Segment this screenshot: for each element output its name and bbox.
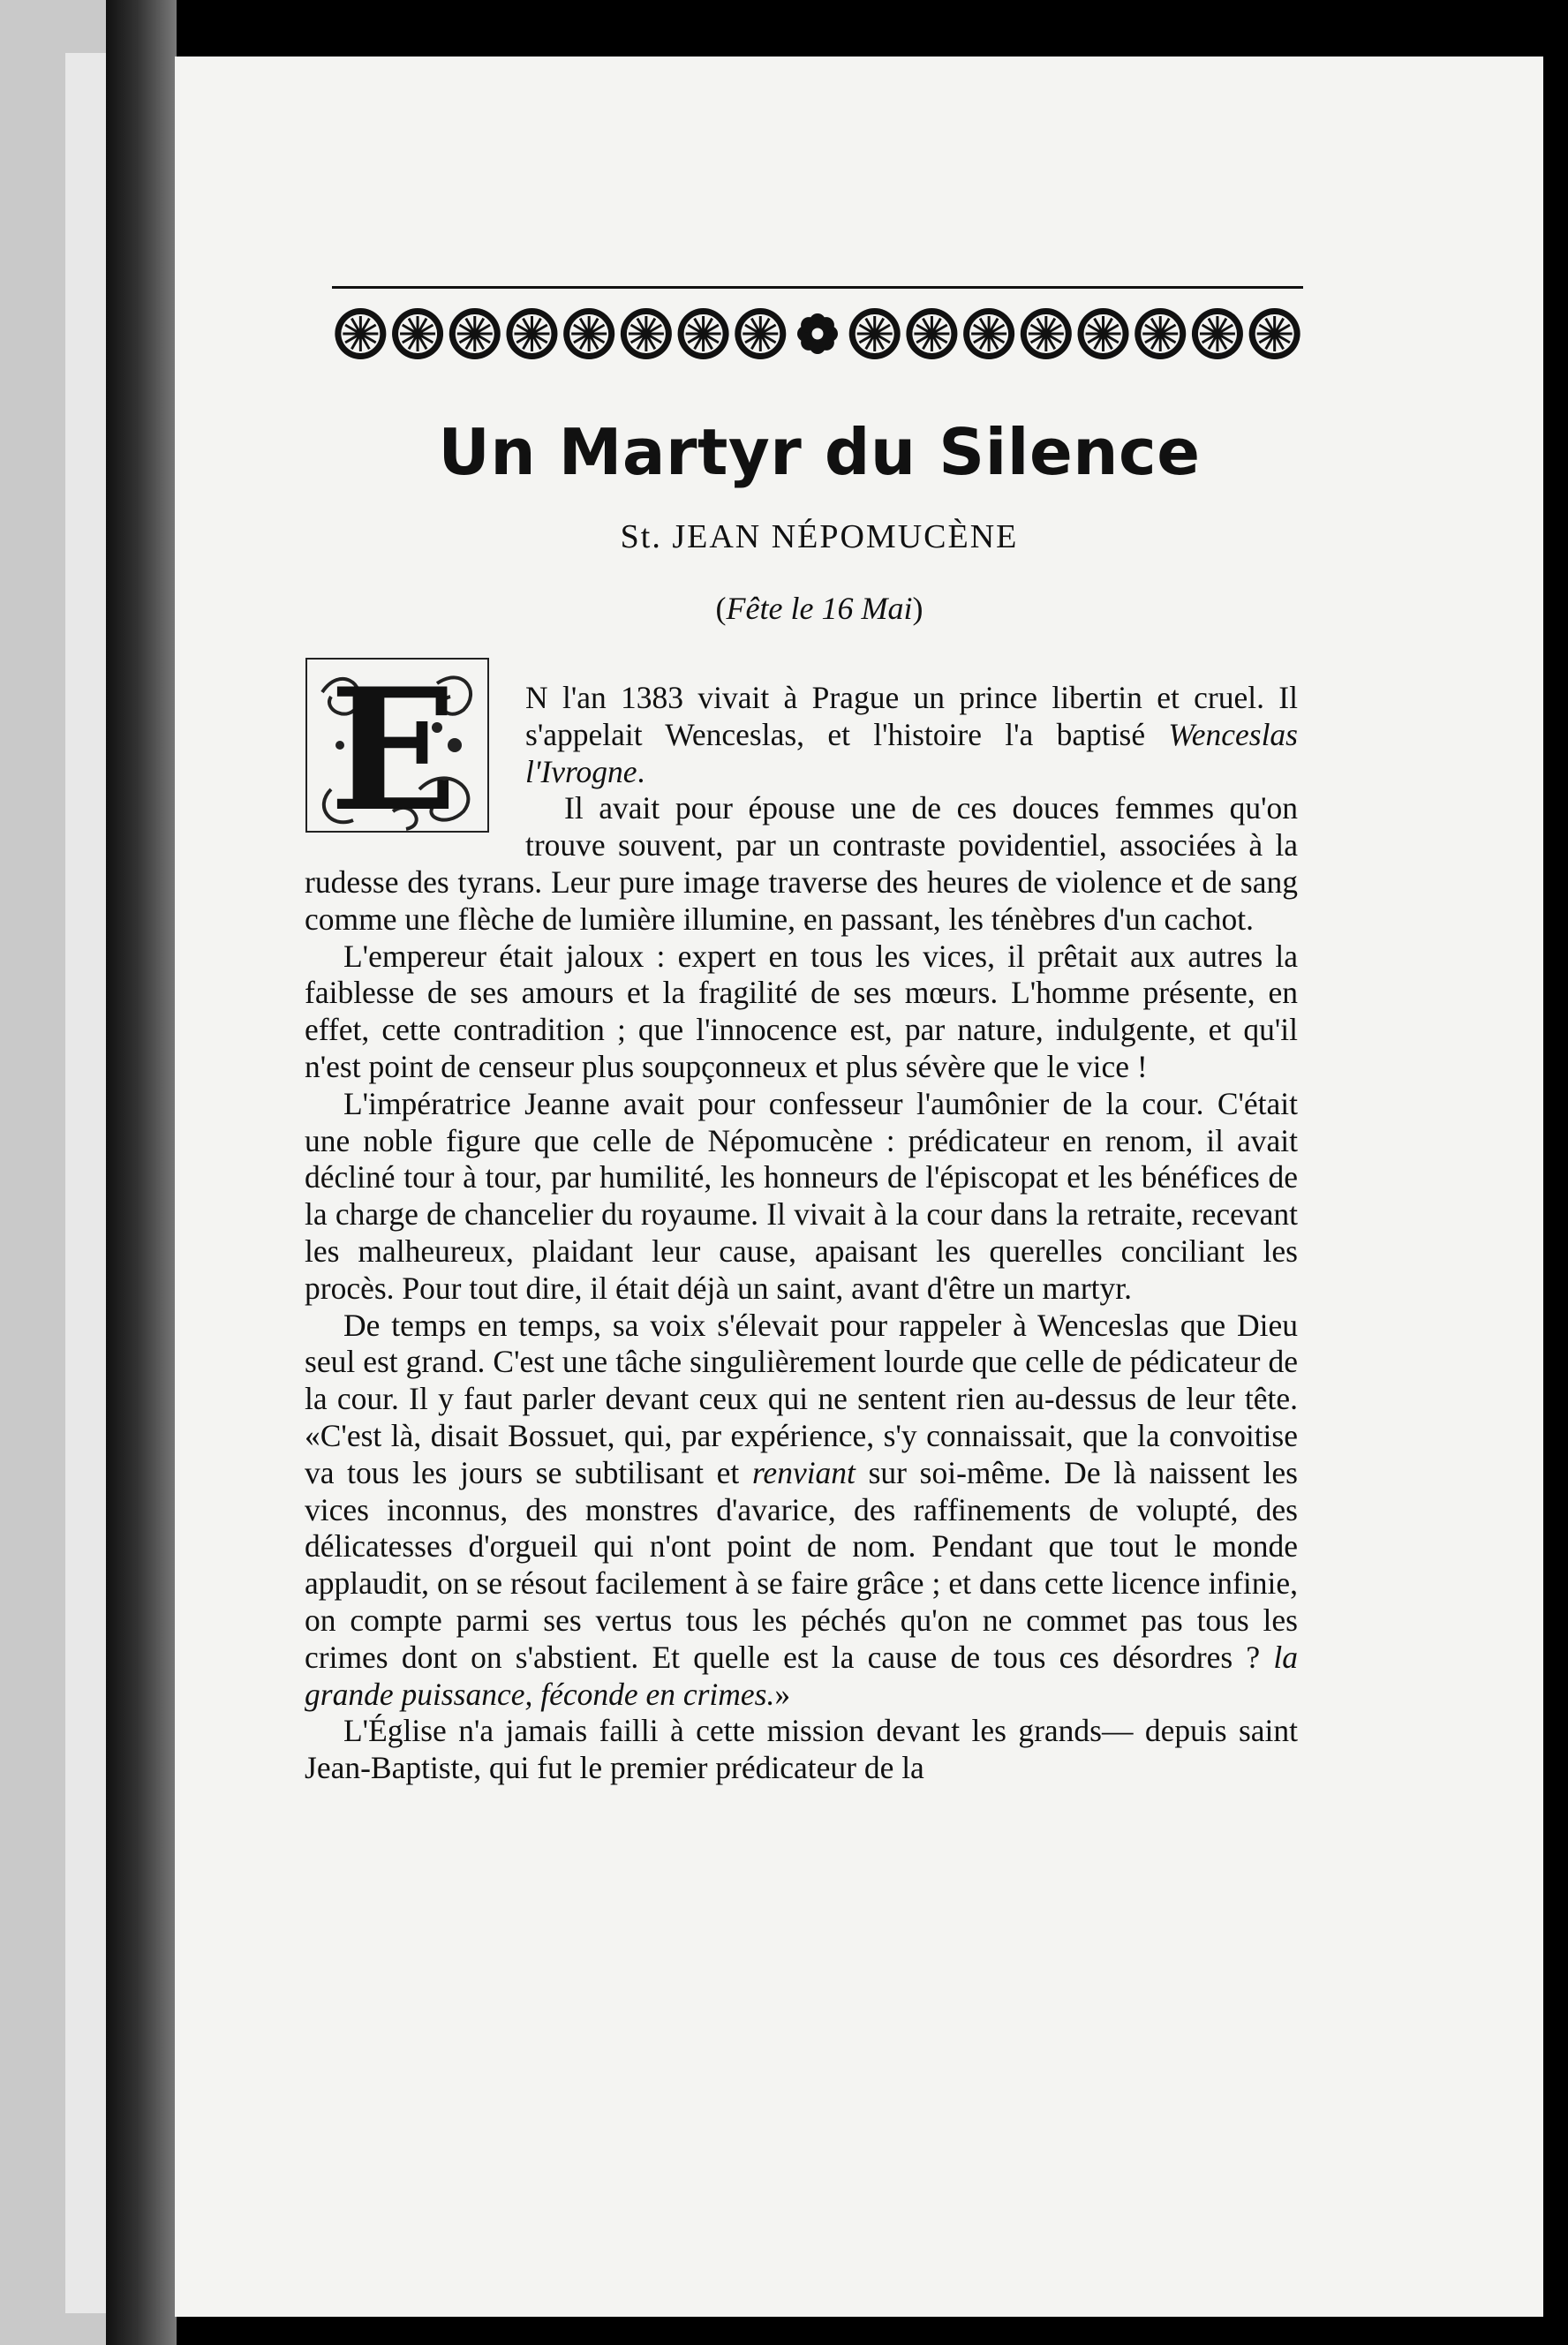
rosette-border-icon [332,298,1303,369]
rosette-icon [678,308,729,359]
paragraph: L'Église n'a jamais failli à cette mission devant les grands— depuis saint Jean-Baptiste, qui fut le premier prédicateur de la [305,1713,1298,1786]
svg-text:E: E [329,657,457,833]
rosette-icon [1078,308,1129,359]
feast-date: (Fête le 16 Mai) [715,591,923,626]
rosette-icon [963,308,1014,359]
rosette-icon [506,308,557,359]
rosette-icon [449,308,501,359]
right-margin [1543,0,1568,2345]
dropcap-space [305,680,525,832]
article-title: Un Martyr du Silence [438,415,1201,489]
rosette-icon [335,308,386,359]
paragraph: De temps en temps, sa voix s'élevait pour rappeler à Wenceslas que Dieu seul est grand. C'est une tâche singulièrement lourde que celle de pédicateur de la cour. Il y faut parler devant ceux qui ne sentent rien au-dessus de leur tête. «C'est là, disait Bossuet, qui, par expérience, s'y connaissait, que la convoitise va tous les jours se subtilisant et renviant sur soi-même. De là naissent les vices inconnus, des monstres d'avarice, des raffinements de volupté, des délicatesses d'orgueil qui n'ont point de nom. Pendant que tout le monde applaudit, on se résout facilement à se faire grâce ; et dans cette licence infinie, on compte parmi ses vertus tous les péchés qu'on ne commet pas tous les crimes dont on s'abstient. Et quelle est la cause de tous ces désordres ? la grande puissance, féconde en crimes.» [305,1307,1299,1712]
paragraph: L'impératrice Jeanne avait pour confesseur l'aumônier de la cour. C'était une noble figure que celle de Népomucène : prédicateur en renom, il avait décliné tour à tour, par humilité, les honneurs de l'épiscopat et les bénéfices de la charge de chancelier du royaume. Il vivait à la cour dans la retraite, recevant les malheureux, plaidant leur cause, apaisant les querelles conciliant les procès. Pour tout dire, il était déjà un saint, avant d'être un martyr. [305,1085,1298,1306]
book-gutter [106,0,177,2345]
article-subtitle: St. JEAN NÉPOMUCÈNE [620,518,1019,555]
rosette-icon [906,308,957,359]
rosette-icon [1021,308,1072,359]
rosette-icon [1249,308,1300,359]
paragraph: L'empereur était jaloux : expert en tous les vices, il prêtait aux autres la faiblesse de ses amours et la fragilité de ses mœurs. L'homme présente, en effet, cette contradition ; que l'innocence est, par nature, indulgente, et qu'il n'est point de censeur plus soupçonneux et plus sévère que le vice ! [305,938,1298,1084]
rosette-icon [797,313,838,354]
rosette-icon [735,308,786,359]
paragraph: Il avait pour épouse une de ces douces femmes qu'on trouve souvent, par un contraste povidentiel, associées à la rudesse des tyrans. Leur pure image traverse des heures de violence et de sang comme une flèche de lumière illumine, en passant, les ténèbres d'un cachot. [305,790,1298,937]
rosette-icon [849,308,901,359]
rosette-icon [563,308,614,359]
article-body [305,680,1298,1787]
rosette-icon [1135,308,1186,359]
paragraph: N l'an 1383 vivait à Prague un prince libertin et cruel. Il s'appelait Wenceslas, et l'histoire l'a baptisé Wenceslas l'Ivrogne. [525,680,1298,789]
ornamental-header-band [332,286,1303,369]
left-page-leaf [65,53,106,2313]
rosette-icon [1192,308,1243,359]
ornament-rule [332,286,1303,289]
rosette-icon [392,308,443,359]
rosette-icon [621,308,672,359]
left-page-edge [0,0,106,2345]
